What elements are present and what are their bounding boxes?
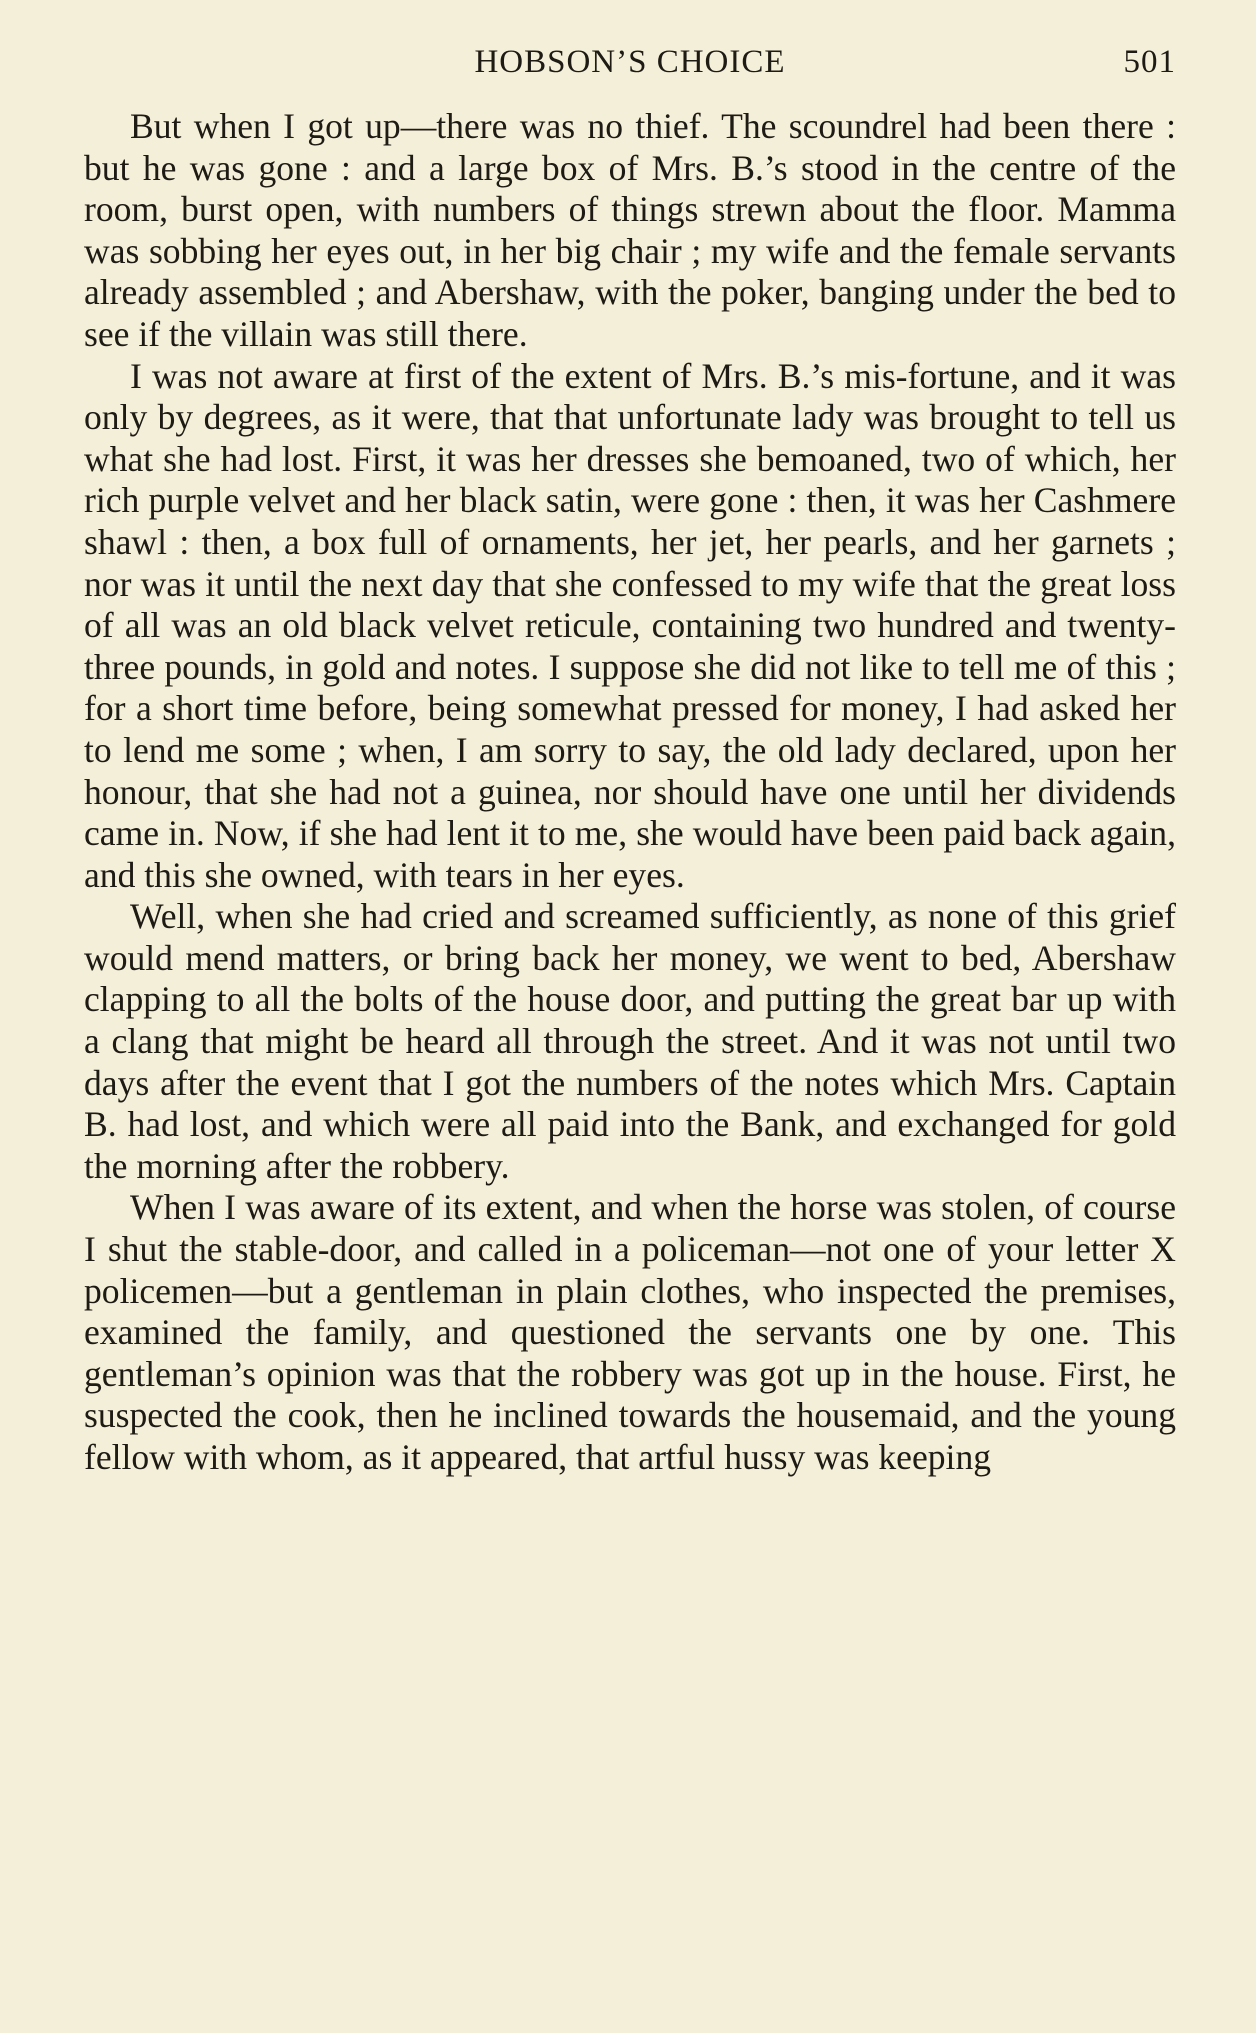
- page-number: 501: [1123, 44, 1176, 80]
- running-title: HOBSON’S CHOICE: [474, 44, 786, 80]
- paragraph: I was not aware at first of the extent of Mrs. B.’s mis-fortune, and it was only by degrees, as it were, that that unfortunate lady was brought to tell us what she had lost. First, it was her dresses she bemoaned, two of which, her rich purple velvet and her black satin, were gone : then, it was her Cashmere shawl : then, a box full of ornaments, her jet, her pearls, and her garnets ; nor was it until the next day that she confessed to my wife that the great loss of all was an old black velvet reticule, containing two hundred and twenty-three pounds, in gold and notes. I suppose she did not like to tell me of this ; for a short time before, being somewhat pressed for money, I had asked her to lend me some ; when, I am sorry to say, the old lady declared, upon her honour, that she had not a guinea, nor should have one until her dividends came in. Now, if she had lent it to me, she would have been paid back again, and this she owned, with tears in her eyes.: [84, 355, 1176, 895]
- body-text: [84, 106, 1176, 1479]
- running-head: [84, 38, 1176, 92]
- paragraph: When I was aware of its extent, and when the horse was stolen, of course I shut the stable-door, and called in a policeman—not one of your letter X policemen—but a gentleman in plain clothes, who inspected the premises, examined the family, and questioned the servants one by one. This gentleman’s opinion was that the robbery was got up in the house. First, he suspected the cook, then he inclined towards the housemaid, and the young fellow with whom, as it appeared, that artful hussy was keeping: [84, 1187, 1176, 1477]
- paragraph: But when I got up—there was no thief. The scoundrel had been there : but he was gone : and a large box of Mrs. B.’s stood in the centre of the room, burst open, with numbers of things strewn about the floor. Mamma was sobbing her eyes out, in her big chair ; my wife and the female servants already assembled ; and Abershaw, with the poker, banging under the bed to see if the villain was still there.: [84, 106, 1176, 354]
- paragraph: Well, when she had cried and screamed sufficiently, as none of this grief would mend matters, or bring back her money, we went to bed, Abershaw clapping to all the bolts of the house door, and putting the great bar up with a clang that might be heard all through the street. And it was not until two days after the event that I got the numbers of the notes which Mrs. Captain B. had lost, and which were all paid into the Bank, and exchanged for gold the morning after the robbery.: [84, 896, 1176, 1186]
- book-page: [84, 38, 1176, 1479]
